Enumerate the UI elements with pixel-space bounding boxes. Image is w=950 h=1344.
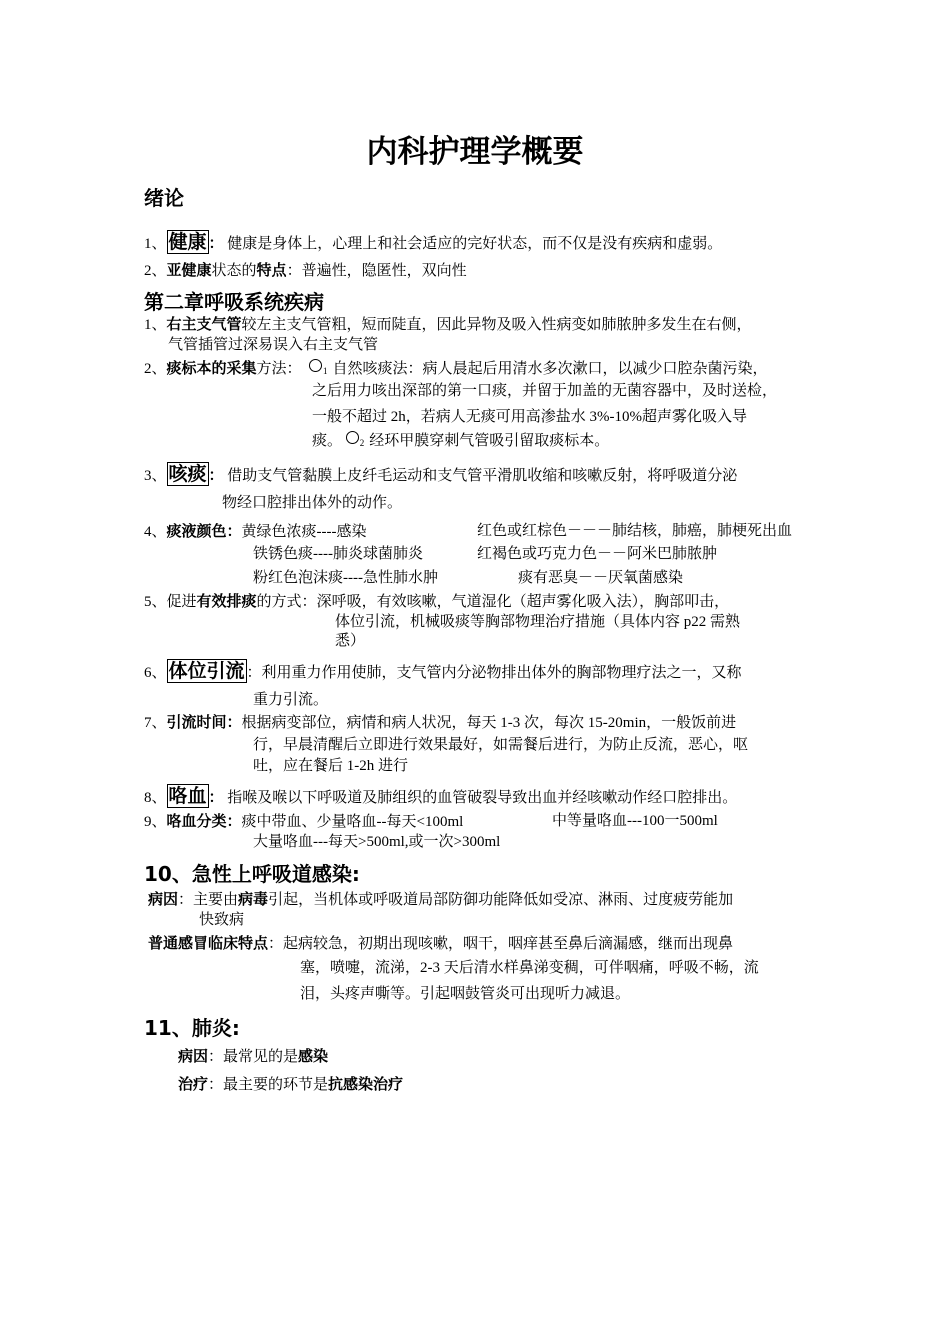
color-entry: 红色或红棕色－－－肺结核，肺癌，肺梗死出血 — [477, 523, 793, 539]
color-entry: 痰有恶臭－－厌氧菌感染 — [518, 570, 684, 586]
text: 根据病变部位，病情和病人状况，每天 1-3 次，每次 15-20min，一般饭前进 — [241, 715, 737, 731]
item-number: 9、 — [144, 814, 167, 830]
circle-number: 1 — [323, 366, 328, 376]
text: 最常见的是 — [223, 1049, 299, 1065]
term-box-postural-drainage: 体位引流 — [168, 660, 245, 682]
text: 方法： — [256, 361, 302, 377]
ch2-item-6-line-1 — [144, 660, 742, 684]
circle-number-icon — [346, 431, 359, 444]
ch2-item-3-line-1 — [144, 463, 737, 487]
section-heading-pneumonia: 11、肺炎: — [144, 1016, 240, 1040]
term-drainage-time: 引流时间 — [166, 713, 227, 731]
text: 自然咳痰法：病人晨起后用清水多次漱口，以减少口腔杂菌污染， — [332, 361, 768, 377]
definition-text: 健康是身体上，心理上和社会适应的完好状态，而不仅是没有疾病和虚弱。 — [227, 236, 723, 252]
text: 较左主支气管粗，短而陡直，因此异物及吸入性病变如肺脓肿多发生在右侧， — [241, 317, 752, 333]
text: 最主要的环节是 — [223, 1077, 329, 1093]
term-sputum-color: 痰液颜色 — [166, 522, 227, 540]
ch2-item-5-line-1 — [144, 590, 729, 613]
urti-clinical-line-3: 泪，头疼声嘶等。引起咽鼓管炎可出现听力减退。 — [300, 986, 631, 1002]
ch2-item-5-line-2: 体位引流，机械吸痰等胸部物理治疗措施（具体内容 p22 需熟 — [335, 614, 741, 630]
text: 深呼吸，有效咳嗽，气道湿化（超声雾化吸入法），胸部叩击， — [316, 594, 730, 610]
section-heading-intro: 绪论 — [144, 186, 184, 210]
urti-cause-line-2: 快致病 — [199, 912, 245, 928]
ch2-item-4-line-1 — [144, 520, 367, 543]
intro-item-2 — [144, 259, 467, 282]
ch2-item-3-line-2: 物经口腔排出体外的动作。 — [222, 495, 403, 511]
term-hemoptysis-class: 咯血分类 — [166, 812, 227, 830]
term-virus: 病毒 — [238, 890, 269, 908]
text: 痰中带血、少量咯血--每天<100ml — [241, 814, 464, 830]
term-subhealth: 亚健康 — [166, 261, 212, 279]
text: 痰。 — [312, 433, 343, 449]
item-number: 2、 — [144, 263, 167, 279]
color-entry: 粉红色泡沫痰----急性肺水肿 — [253, 570, 438, 586]
text: 主要由 — [193, 892, 239, 908]
section-heading-urti: 10、急性上呼吸道感染: — [144, 862, 360, 886]
term-anti-infection: 抗感染治疗 — [328, 1075, 404, 1093]
colon: ： — [208, 1049, 224, 1065]
circle-number: 2 — [359, 438, 365, 448]
text: 借助支气管黏膜上皮纤毛运动和支气管平滑肌收缩和咳嗽反射，将呼吸道分泌 — [227, 468, 738, 484]
label-cause: 病因 — [148, 890, 179, 908]
colon: ： — [208, 1077, 224, 1093]
item-number: 3、 — [144, 468, 167, 484]
item-number: 7、 — [144, 715, 167, 731]
item-number: 2、 — [144, 361, 167, 377]
urti-clinical-line-2: 塞，喷嚏，流涕，2-3 天后清水样鼻涕变稠，可伴咽痛，呼吸不畅，流 — [300, 960, 759, 976]
text: 起病较急，初期出现咳嗽，咽干，咽痒甚至鼻后滴漏感，继而出现鼻 — [283, 936, 734, 952]
color-entry: 红褐色或巧克力色－－阿米巴肺脓肿 — [477, 546, 718, 562]
item-number: 1、 — [144, 236, 167, 252]
colon: ： — [178, 892, 194, 908]
term-sputum-collection: 痰标本的采集 — [166, 359, 257, 377]
pneumonia-treatment — [178, 1073, 403, 1096]
colon: ： — [246, 665, 262, 681]
colon: ： — [208, 466, 224, 484]
ch2-item-2-line-3: 一般不超过 2h，若病人无痰可用高渗盐水 3%-10%超声雾化吸入导 — [312, 409, 747, 425]
term-box-health: 健康 — [168, 231, 207, 253]
color-entry: 铁锈色痰----肺炎球菌肺炎 — [253, 546, 423, 562]
ch2-item-2-line-2: 之后用力咳出深部的第一口痰，并留于加盖的无菌容器中，及时送检， — [312, 383, 778, 399]
color-entry: 黄绿色浓痰----感染 — [241, 524, 367, 540]
item-number: 1、 — [144, 317, 167, 333]
ch2-item-2-line-1 — [144, 357, 768, 382]
text: 引起，当机体或呼吸道局部防御功能降低如受凉、淋雨、过度疲劳能加 — [268, 892, 734, 908]
term-box-hemoptysis: 咯血 — [168, 785, 207, 807]
label-clinical-features: 普通感冒临床特点 — [148, 934, 269, 952]
text: 利用重力作用使肺，支气管内分泌物排出体外的胸部物理疗法之一，又称 — [261, 665, 742, 681]
ch2-item-1-line-1 — [144, 313, 752, 336]
text: 经环甲膜穿刺气管吸引留取痰标本。 — [369, 433, 610, 449]
term-box-expectoration: 咳痰 — [168, 463, 207, 485]
colon: ： — [226, 812, 242, 830]
text: 状态的 — [211, 263, 257, 279]
ch2-item-6-line-2: 重力引流。 — [253, 692, 329, 708]
circle-number-icon — [309, 359, 322, 372]
urti-cause-line-1 — [148, 888, 733, 911]
label-treatment: 治疗 — [178, 1075, 209, 1093]
ch2-item-1-line-2: 气管插管过深易误入右主支气管 — [168, 337, 379, 353]
ch2-item-8 — [144, 785, 737, 809]
ch2-item-7-line-3: 吐，应在餐后 1-2h 进行 — [253, 758, 408, 774]
ch2-item-9-line-1 — [144, 810, 463, 833]
item-number: 6、 — [144, 665, 167, 681]
hemoptysis-class-large: 大量咯血---每天>500ml,或一次>300ml — [253, 834, 501, 850]
item-number: 4、 — [144, 524, 167, 540]
colon: ： — [226, 522, 242, 540]
term-features: 特点 — [256, 261, 287, 279]
document-title: 内科护理学概要 — [366, 134, 584, 170]
colon: ： — [286, 263, 302, 279]
ch2-item-5-line-3: 悉） — [335, 633, 366, 649]
colon: ： — [208, 234, 224, 252]
term-effective-expectoration: 有效排痰 — [196, 592, 257, 610]
chapter-heading-respiratory: 第二章呼吸系统疾病 — [144, 290, 324, 314]
text: 指喉及喉以下呼吸道及肺组织的血管破裂导致出血并经咳嗽动作经口腔排出。 — [227, 790, 738, 806]
colon: ： — [226, 713, 242, 731]
text: 促进 — [166, 594, 197, 610]
text: 普遍性，隐匿性，双向性 — [301, 263, 467, 279]
item-number: 5、 — [144, 594, 167, 610]
colon: ： — [208, 788, 224, 806]
term-right-bronchus: 右主支气管 — [166, 315, 242, 333]
term-infection: 感染 — [298, 1047, 329, 1065]
pneumonia-cause — [178, 1045, 328, 1068]
ch2-item-7-line-2: 行，早晨清醒后立即进行效果最好，如需餐后进行，为防止反流，恶心，呕 — [253, 737, 749, 753]
hemoptysis-class-medium: 中等量咯血---100一500ml — [552, 813, 718, 829]
urti-clinical-line-1 — [148, 932, 733, 955]
intro-item-1 — [144, 231, 722, 255]
ch2-item-7-line-1 — [144, 711, 736, 734]
label-cause: 病因 — [178, 1047, 209, 1065]
ch2-item-2-line-4 — [312, 430, 609, 454]
text: 的方式： — [256, 594, 317, 610]
item-number: 8、 — [144, 790, 167, 806]
colon: ： — [268, 936, 284, 952]
